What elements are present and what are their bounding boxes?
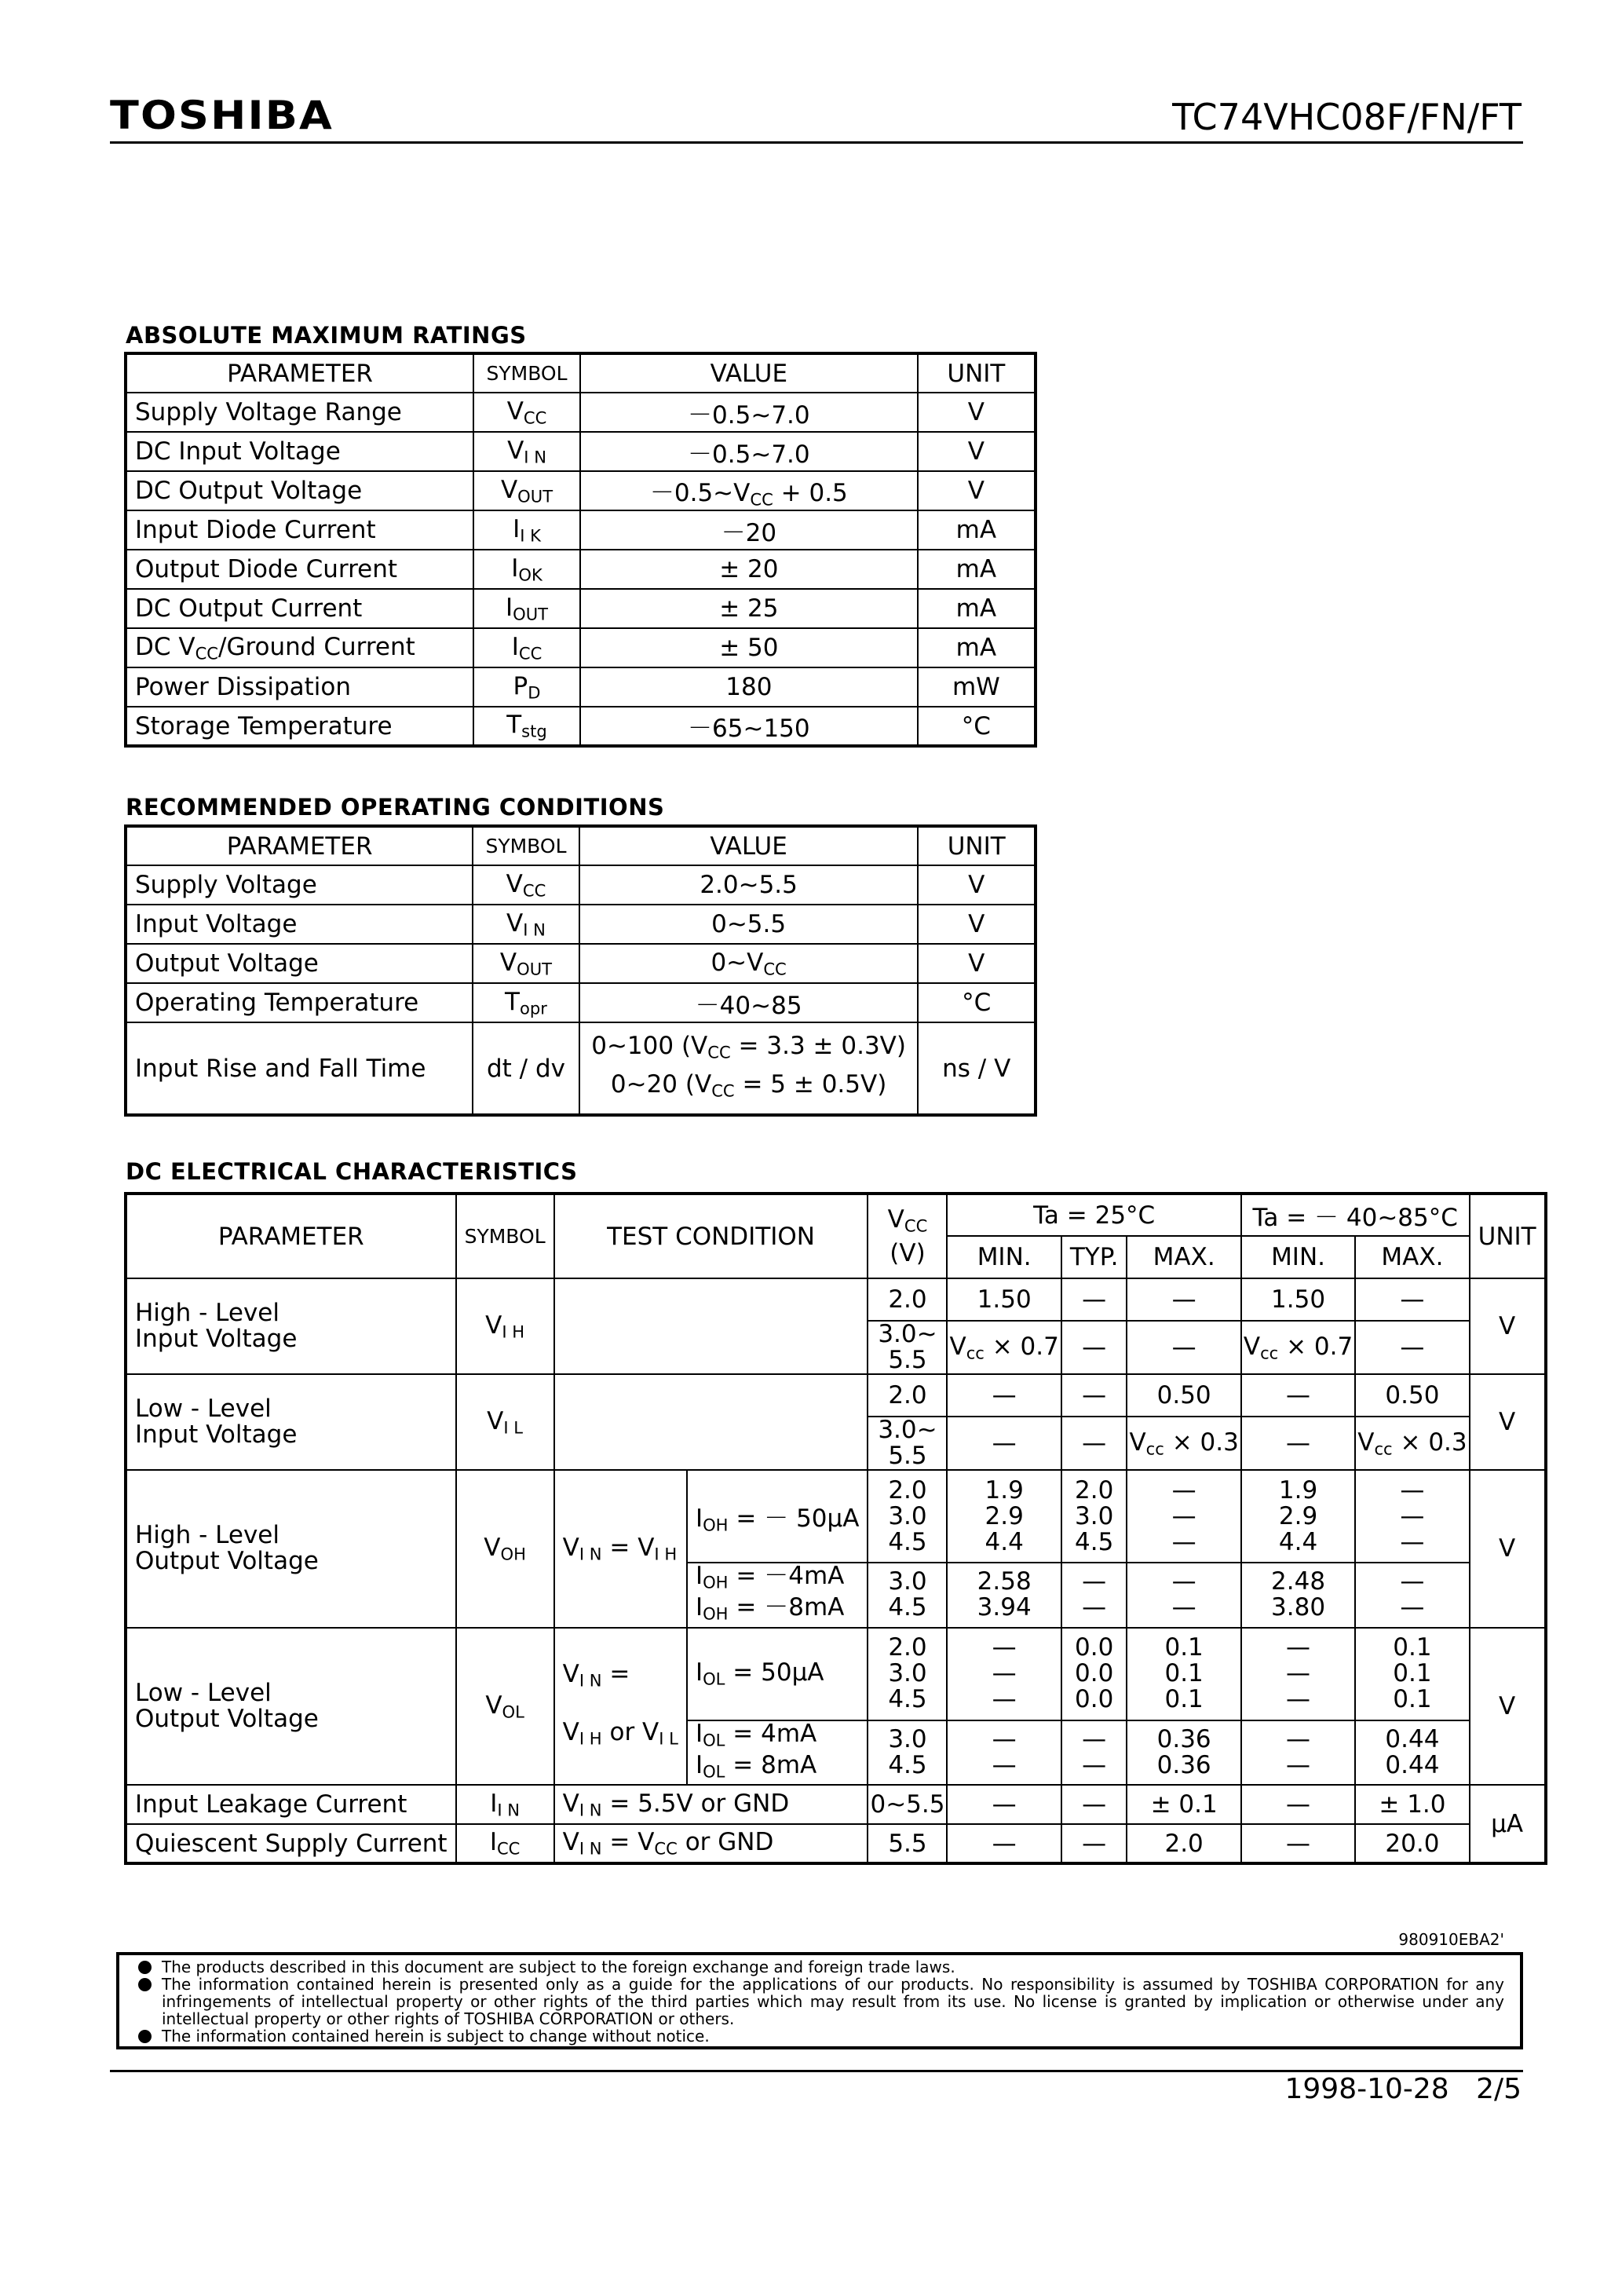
condition-cell: $V_{I N} = V_{CC}$ or GND [554,1824,868,1863]
max-cell: $V_{cc} \times 0.3$ [1355,1417,1469,1470]
symbol-cell: $V_{CC}$ [473,393,580,432]
rec-op-title: RECOMMENDED OPERATING CONDITIONS [126,794,665,821]
min-cell: 1.50 [1241,1278,1355,1321]
symbol-cell: dt / dv [473,1022,579,1115]
value-cell: －40~85 [579,983,919,1022]
unit-cell: V [918,393,1036,432]
param-cell: High - Level Input Voltage [126,1278,456,1374]
typ-cell: — [1061,1374,1127,1417]
header-value: VALUE [579,826,919,865]
symbol-cell: $T_{opr}$ [473,983,579,1022]
unit-cell: V [1470,1374,1546,1470]
vcc-cell: 5.5 [868,1824,947,1863]
max-cell: ± 1.0 [1355,1785,1469,1824]
vcc-cell: 0~5.5 [868,1785,947,1824]
symbol-cell: $V_{I H}$ [456,1278,554,1374]
param-cell: Power Dissipation [126,667,473,707]
table-row [126,983,1036,1022]
header-symbol: SYMBOL [473,826,579,865]
value-cell: －65~150 [580,707,918,746]
symbol-cell: $I_{CC}$ [456,1824,554,1863]
disclaimer-item: The information contained herein is subject to change without notice. [135,2027,1504,2045]
table-row [126,628,1036,667]
value-cell: －0.5~7.0 [580,432,918,471]
vcc-cell: 3.0 4.5 [868,1563,947,1628]
symbol-cell: $P_D$ [473,667,580,707]
param-cell: Supply Voltage [126,865,473,905]
min-cell: 1.9 2.9 4.4 [1241,1470,1355,1563]
date-text: 1998-10-28 [1284,2073,1449,2105]
max-cell: — — — [1355,1470,1469,1563]
unit-cell: mA [918,589,1036,628]
value-cell: －20 [580,510,918,550]
value-cell: $-0.5\sim V_{CC} + 0.5$ [580,471,918,510]
value-cell: ± 20 [580,550,918,589]
vcc-cell: 2.0 [868,1374,947,1417]
current-condition-cell: $I_{OL} = 50\mu A$ [687,1628,868,1720]
symbol-cell: $V_{OUT}$ [473,944,579,983]
typ-cell: — [1061,1278,1127,1321]
min-cell: 2.48 3.80 [1241,1563,1355,1628]
unit-cell: V [918,944,1036,983]
header-test-condition: TEST CONDITION [554,1194,868,1278]
table-row [126,905,1036,944]
min-cell: — [947,1417,1061,1470]
min-cell: 1.9 2.9 4.4 [947,1470,1061,1563]
unit-cell: mA [918,510,1036,550]
symbol-cell: $I_{OUT}$ [473,589,580,628]
typ-cell: — [1061,1321,1127,1374]
table-row [126,944,1036,983]
typ-cell: — [1061,1824,1127,1863]
max-cell: 0.1 0.1 0.1 [1355,1628,1469,1720]
dc-title: DC ELECTRICAL CHARACTERISTICS [126,1158,578,1185]
table-row [126,1374,1546,1417]
abs-max-table [124,352,1037,748]
table-row [126,589,1036,628]
symbol-cell: $I_{OK}$ [473,550,580,589]
disclaimer-item: The information contained herein is presented only as a guide for the applications of our products. No responsibility is assumed by TOSHIBA CORPORATION for any infringements of intellectual property or other rights of the third parties which may result from its use. No license is granted by implication or otherwise under any intellectual property or other rights of TOSHIBA CORPORATION or others. [135,1976,1504,2027]
min-cell: 1.50 [947,1278,1061,1321]
bullet-icon [138,1961,152,1974]
vcc-cell: 3.0 4.5 [868,1720,947,1786]
unit-cell: V [1470,1628,1546,1786]
min-cell: — [1241,1785,1355,1824]
vcc-cell: 2.0 3.0 4.5 [868,1628,947,1720]
document-code: 980910EBA2' [1398,1930,1504,1949]
max-cell: 2.0 [1127,1824,1240,1863]
header-symbol: SYMBOL [473,353,580,393]
symbol-cell: $V_{OUT}$ [473,471,580,510]
typ-cell: 0.0 0.0 0.0 [1061,1628,1127,1720]
param-cell: Quiescent Supply Current [126,1824,456,1863]
unit-cell: °C [918,707,1036,746]
header-symbol: SYMBOL [456,1194,554,1278]
max-cell: 0.44 0.44 [1355,1720,1469,1786]
symbol-cell: $I_{I K}$ [473,510,580,550]
symbol-cell: $V_{CC}$ [473,865,579,905]
abs-max-title: ABSOLUTE MAXIMUM RATINGS [126,322,527,349]
current-condition-cell: $I_{OH} = -4mA$ $I_{OH} = -8mA$ [687,1563,868,1628]
param-cell: DC Output Voltage [126,471,473,510]
header-ta-range: Ta = － 40~85°C [1241,1194,1470,1236]
table-row [126,667,1036,707]
min-cell: — [947,1785,1061,1824]
param-cell: Supply Voltage Range [126,393,473,432]
disclaimer-item: The products described in this document are subject to the foreign exchange and foreign trade laws. [135,1958,1504,1976]
min-cell: $V_{cc} \times 0.7$ [947,1321,1061,1374]
max-cell: 0.50 [1355,1374,1469,1417]
unit-cell: V [918,471,1036,510]
vcc-cell: 3.0~ 5.5 [868,1417,947,1470]
unit-cell: °C [918,983,1036,1022]
vcc-cell: 2.0 3.0 4.5 [868,1470,947,1563]
param-cell: Low - Level Output Voltage [126,1628,456,1786]
max-cell: 0.50 [1127,1374,1240,1417]
symbol-cell: $V_{I N}$ [473,432,580,471]
table-row [126,510,1036,550]
rec-op-table [124,824,1037,1117]
param-cell: Storage Temperature [126,707,473,746]
value-cell: 0~5.5 [579,905,919,944]
param-cell: Operating Temperature [126,983,473,1022]
param-cell: DC Output Current [126,589,473,628]
min-cell: — — [947,1720,1061,1786]
header-parameter: PARAMETER [126,353,473,393]
min-cell: — [947,1374,1061,1417]
header-unit: UNIT [918,353,1036,393]
condition-cell [554,1278,868,1374]
disclaimer-box [116,1952,1523,2049]
param-cell: DC $V_{CC}$/Ground Current [126,628,473,667]
header-min: MIN. [947,1236,1061,1278]
max-cell: 20.0 [1355,1824,1469,1863]
toshiba-logo: TOSHIBA [110,93,334,138]
unit-cell: V [918,432,1036,471]
table-row [126,707,1036,746]
symbol-cell: $I_{I N}$ [456,1785,554,1824]
unit-cell: μA [1470,1785,1546,1863]
min-cell: — [947,1824,1061,1863]
max-cell: — — — [1127,1470,1240,1563]
header-rule [110,141,1523,144]
condition-cell: $V_{I N} = 5.5V$ or GND [554,1785,868,1824]
typ-cell: — [1061,1417,1127,1470]
unit-cell: mW [918,667,1036,707]
typ-cell: — — [1061,1563,1127,1628]
min-cell: — — — [947,1628,1061,1720]
table-row [126,471,1036,510]
min-cell: — — — [1241,1628,1355,1720]
table-row [126,550,1036,589]
header-max: MAX. [1127,1236,1240,1278]
min-cell: — [1241,1374,1355,1417]
param-cell: Output Diode Current [126,550,473,589]
header-ta25: Ta = 25°C [947,1194,1240,1236]
unit-cell: mA [918,550,1036,589]
header-vcc: $V_{CC}$ (V) [868,1194,947,1278]
max-cell: — — [1127,1563,1240,1628]
date-page [1285,2073,1522,2105]
condition-cell: $V_{I N} = V_{I H}$ [554,1470,687,1628]
table-row [126,432,1036,471]
table-row [126,1628,1546,1720]
vcc-cell: 2.0 [868,1278,947,1321]
symbol-cell: $V_{I L}$ [456,1374,554,1470]
symbol-cell: $I_{CC}$ [473,628,580,667]
header-parameter: PARAMETER [126,1194,456,1278]
unit-cell: V [1470,1278,1546,1374]
bullet-icon [138,2030,152,2043]
symbol-cell: $V_{I N}$ [473,905,579,944]
dc-table [124,1192,1547,1865]
param-cell: High - Level Output Voltage [126,1470,456,1628]
unit-cell: V [918,865,1036,905]
symbol-cell: $T_{stg}$ [473,707,580,746]
typ-cell: — — [1061,1720,1127,1786]
param-cell: Input Leakage Current [126,1785,456,1824]
symbol-cell: $V_{OL}$ [456,1628,554,1786]
table-row [126,393,1036,432]
max-cell: 0.36 0.36 [1127,1720,1240,1786]
table-row [126,865,1036,905]
param-cell: Input Diode Current [126,510,473,550]
header-max: MAX. [1355,1236,1469,1278]
param-cell: Output Voltage [126,944,473,983]
value-cell: ± 50 [580,628,918,667]
min-cell: — — [1241,1720,1355,1786]
param-cell: Input Rise and Fall Time [126,1022,473,1115]
min-cell: — [1241,1417,1355,1470]
current-condition-cell: $I_{OL} = 4mA$ $I_{OL} = 8mA$ [687,1720,868,1786]
header-unit: UNIT [1470,1194,1546,1278]
bullet-icon [138,1978,152,1991]
max-cell: ± 0.1 [1127,1785,1240,1824]
value-cell: －0.5~7.0 [580,393,918,432]
table-row [126,1824,1546,1863]
condition-cell: $V_{I N}$ = $V_{I H}$ or $V_{I L}$ [554,1628,687,1786]
typ-cell: — [1061,1785,1127,1824]
param-cell: Low - Level Input Voltage [126,1374,456,1470]
table-row [126,1278,1546,1321]
typ-cell: 2.0 3.0 4.5 [1061,1470,1127,1563]
header-parameter: PARAMETER [126,826,473,865]
param-cell: DC Input Voltage [126,432,473,471]
part-number: TC74VHC08F/FN/FT [1172,96,1522,138]
unit-cell: V [918,905,1036,944]
max-cell: — [1127,1321,1240,1374]
min-cell: — [1241,1824,1355,1863]
condition-cell [554,1374,868,1470]
header-min: MIN. [1241,1236,1355,1278]
table-row [126,1022,1036,1115]
max-cell: — [1355,1321,1469,1374]
symbol-cell: $V_{OH}$ [456,1470,554,1628]
header-unit: UNIT [918,826,1036,865]
value-cell: 2.0~5.5 [579,865,919,905]
vcc-cell: 3.0~ 5.5 [868,1321,947,1374]
table-row [126,1470,1546,1563]
table-row [126,1785,1546,1824]
min-cell: 2.58 3.94 [947,1563,1061,1628]
max-cell: 0.1 0.1 0.1 [1127,1628,1240,1720]
footer-rule [110,2070,1523,2072]
unit-cell: mA [918,628,1036,667]
max-cell: $V_{cc} \times 0.3$ [1127,1417,1240,1470]
current-condition-cell: $I_{OH}$ = － 50μA [687,1470,868,1563]
value-cell: $0\sim V_{CC}$ [579,944,919,983]
max-cell: — [1127,1278,1240,1321]
value-cell: 180 [580,667,918,707]
page-number: 2/5 [1476,2073,1522,2105]
value-cell: ± 25 [580,589,918,628]
min-cell: $V_{cc} \times 0.7$ [1241,1321,1355,1374]
header-value: VALUE [580,353,918,393]
param-cell: Input Voltage [126,905,473,944]
header-typ: TYP. [1061,1236,1127,1278]
unit-cell: V [1470,1470,1546,1628]
value-cell: 0~100 $(V_{CC} = 3.3 \pm 0.3V)$ 0~20 $(V_{CC} = 5 \pm 0.5V)$ [579,1022,919,1115]
max-cell: — [1355,1278,1469,1321]
max-cell: — — [1355,1563,1469,1628]
unit-cell: ns / V [918,1022,1036,1115]
